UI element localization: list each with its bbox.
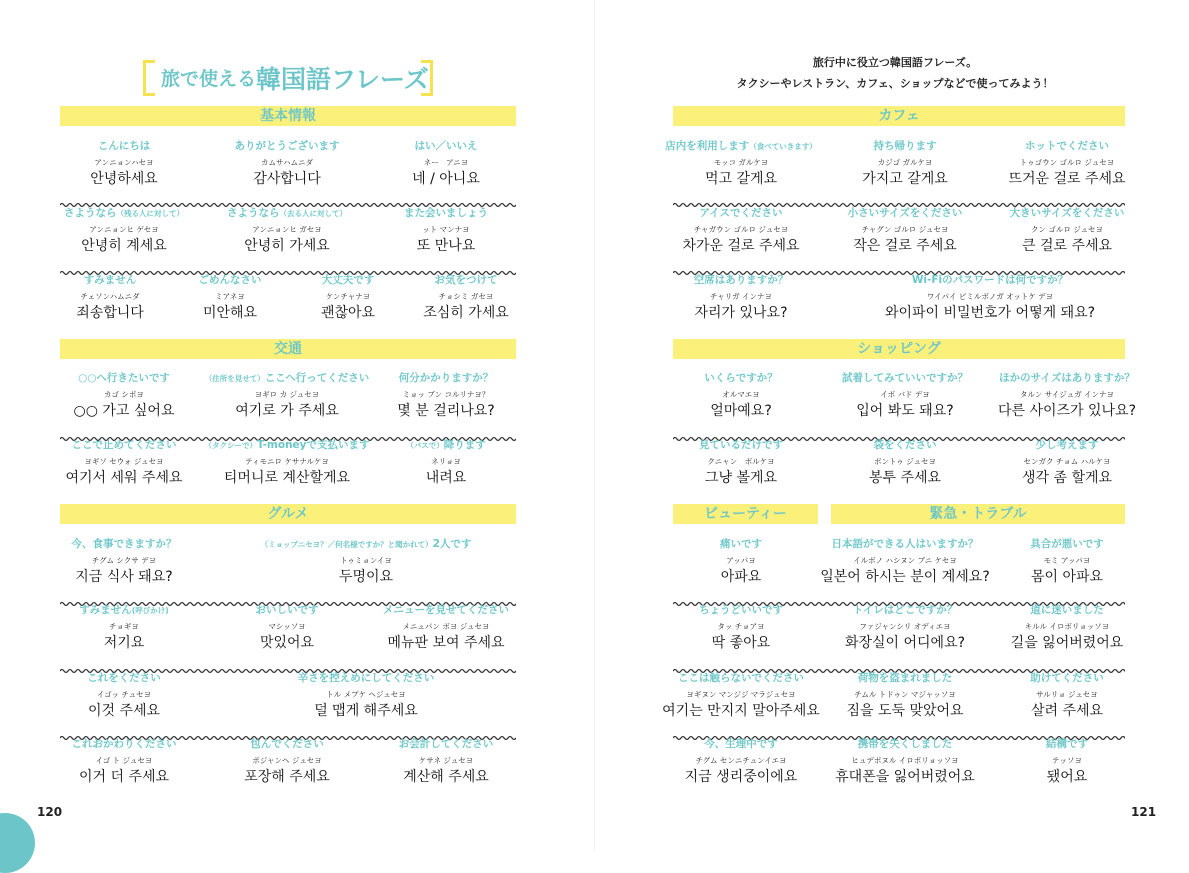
phrase-korean: 됐어요 <box>1046 769 1088 785</box>
phrase-kana: ケンチャナヨ <box>325 292 371 301</box>
phrase-japanese-text: トイレはどこですか？ <box>852 604 958 616</box>
phrase-note: （食べていきます） <box>749 142 817 151</box>
phrase-item <box>316 439 576 487</box>
phrase-japanese-text: 見ているだけです <box>699 439 783 451</box>
phrase-korean: 메뉴판 보여 주세요 <box>387 635 505 651</box>
left-page <box>0 0 594 850</box>
phrase-japanese-text: 痛いです <box>720 538 762 550</box>
phrase-japanese <box>937 672 1189 685</box>
phrase-korean: 여기서 세워 주세요 <box>65 470 183 486</box>
phrase-kana: ヨギヌン マンジジ マラジュセヨ <box>686 690 796 699</box>
wavy-divider <box>673 427 1125 433</box>
phrase-korean: 미안해요 <box>202 305 258 321</box>
bracket-right <box>421 60 433 96</box>
phrase-korean: 지금 식사 돼요? <box>75 569 173 585</box>
phrase-japanese-text: 小さいサイズをください <box>847 207 963 219</box>
page-title <box>143 58 433 98</box>
phrase-note: （ミョップニセヨ？／何名様ですか？と聞かれて） <box>260 540 433 549</box>
phrase-kana: メニュパン ボヨ ジュセヨ <box>402 622 490 631</box>
corner-circle <box>0 813 35 873</box>
phrase-japanese-text: 助けてください <box>1030 672 1104 684</box>
phrase-japanese-text: 今、食事できますか？ <box>71 538 177 550</box>
phrase-japanese-text: Wi-Fiのパスワードは何ですか？ <box>911 274 1069 286</box>
phrase-kana: ティモニロ ケサナルケヨ <box>245 457 329 466</box>
phrase-kana: キルル イロボリョッソヨ <box>1024 622 1110 631</box>
phrase-japanese-text: 辛さを控えめにしてください <box>297 672 435 684</box>
section-header: 交通 <box>60 339 516 359</box>
phrase-kana: サルリョ ジュセヨ <box>1036 690 1098 699</box>
phrase-item <box>336 274 596 322</box>
phrase-item <box>937 538 1189 586</box>
phrase-item <box>316 207 576 255</box>
phrase-korean: 또 만나요 <box>416 238 476 254</box>
phrase-japanese-text: ○○へ行きたいです <box>78 372 170 384</box>
phrase-item <box>937 738 1189 786</box>
phrase-japanese <box>316 604 576 617</box>
section-header: 基本情報 <box>60 106 516 126</box>
title-part2: 韓国語フレーズ <box>256 65 429 94</box>
phrase-korean: 티머니로 계산할게요 <box>223 470 351 486</box>
phrase-japanese <box>316 372 576 385</box>
phrase-item <box>236 538 496 586</box>
phrase-kana: ポジャンヘ ジュセヨ <box>252 756 322 765</box>
phrase-korean: 감사합니다 <box>253 171 321 187</box>
section-header: ショッピング <box>673 339 1125 359</box>
phrase-japanese-text: 携帯を失くしました <box>857 738 953 750</box>
phrase-note: （残る人に対して） <box>116 209 184 218</box>
phrase-item <box>937 372 1189 420</box>
right-page <box>595 0 1189 850</box>
phrase-kana: チャガウン ゴルロ ジュセヨ <box>693 225 789 234</box>
phrase-japanese <box>937 538 1189 551</box>
phrase-korean: 그냥 볼게요 <box>704 470 778 486</box>
phrase-korean: 안녕하세요 <box>90 171 158 187</box>
phrase-japanese-text: T-moneyで支払います <box>256 439 370 451</box>
wavy-divider <box>60 659 516 665</box>
phrase-japanese-text: 大きいサイズをください <box>1009 207 1125 219</box>
phrase-item <box>0 538 254 586</box>
intro-line1: 旅行中に役立つ韓国語フレーズ。 <box>812 56 978 69</box>
phrase-japanese-text: ここへ行ってください <box>264 372 370 384</box>
phrase-japanese-text: お気をつけて <box>434 274 498 286</box>
phrase-korean: 안녕히 가세요 <box>244 238 330 254</box>
phrase-item <box>316 140 576 188</box>
phrase-korean: 두명이요 <box>338 569 394 585</box>
phrase-kana: モミ アッパヨ <box>1043 556 1091 565</box>
phrase-japanese-text: 試着してみていいですか？ <box>842 372 968 384</box>
phrase-japanese <box>937 140 1189 153</box>
wavy-divider <box>673 659 1125 665</box>
phrase-japanese-text: おいしいです <box>255 604 319 616</box>
phrase-japanese <box>937 738 1189 751</box>
phrase-kana: イゴッ チュセヨ <box>96 690 152 699</box>
phrase-kana: センガク チョム ハルケヨ <box>1023 457 1111 466</box>
phrase-japanese-text: 2人です <box>432 538 472 550</box>
wavy-divider <box>673 726 1125 732</box>
wavy-divider <box>60 592 516 598</box>
phrase-japanese-text: アイスでください <box>699 207 783 219</box>
phrase-kana: アッパヨ <box>726 556 756 565</box>
phrase-item <box>0 672 254 720</box>
phrase-kana: ット マンナヨ <box>422 225 470 234</box>
phrase-kana: ヨギソ セウォ ジュセヨ <box>84 457 164 466</box>
phrase-japanese <box>937 372 1189 385</box>
phrase-japanese-text: これおかわりください <box>71 738 177 750</box>
phrase-note: (呼びかけ) <box>131 606 169 615</box>
phrase-kana: チョシミ ガセヨ <box>438 292 494 301</box>
phrase-korean: 딱 좋아요 <box>711 635 771 651</box>
phrase-item <box>937 140 1189 188</box>
phrase-kana: ヒュデポヌル イロボリョッソヨ <box>851 756 959 765</box>
phrase-kana: チョギヨ <box>109 622 139 631</box>
phrase-kana: イゴ ト ジュセヨ <box>95 756 153 765</box>
phrase-japanese <box>316 439 576 452</box>
phrase-japanese <box>236 672 496 685</box>
phrase-japanese <box>316 140 576 153</box>
phrase-japanese-text: 持ち帰ります <box>873 140 937 152</box>
section-header: ビューティー <box>673 504 818 524</box>
wavy-divider <box>60 261 516 267</box>
phrase-korean: 짐을 도둑 맞았어요 <box>846 703 964 719</box>
phrase-kana: ファジャンシリ オディエヨ <box>859 622 951 631</box>
phrase-japanese-text: ホットでください <box>1025 140 1109 152</box>
phrase-kana: タッ チョアヨ <box>717 622 765 631</box>
phrase-japanese-text: すみません <box>79 604 132 616</box>
phrase-kana: タルン サイジュガ インナヨ <box>1020 390 1114 399</box>
phrase-kana: トル メプケ ヘジュセヨ <box>326 690 406 699</box>
phrase-kana: イボ バド デヨ <box>880 390 930 399</box>
phrase-japanese-text: いくらですか？ <box>704 372 778 384</box>
phrase-item <box>236 672 496 720</box>
phrase-korean: 길을 잃어버렸어요 <box>1010 635 1124 651</box>
phrase-korean: 화장실이 어디에요? <box>844 635 966 651</box>
phrase-kana: ヨギロ カ ジュセヨ <box>254 390 320 399</box>
phrase-japanese-text: 道に迷いました <box>1030 604 1104 616</box>
phrase-japanese <box>316 738 576 751</box>
wavy-divider <box>673 193 1125 199</box>
phrase-korean: 죄송합니다 <box>76 305 144 321</box>
phrase-korean: 계산해 주세요 <box>403 769 489 785</box>
page-number-left: 120 <box>37 805 63 819</box>
phrase-japanese-text: こんにちは <box>97 140 151 152</box>
phrase-korean: 가지고 갈게요 <box>862 171 948 187</box>
page-number-right: 121 <box>1131 805 1157 819</box>
phrase-korean: 덜 맵게 해주세요 <box>314 703 418 719</box>
wavy-divider <box>673 592 1125 598</box>
phrase-korean: 작은 걸로 주세요 <box>853 238 957 254</box>
phrase-kana: テッソヨ <box>1052 756 1082 765</box>
phrase-korean: 큰 걸로 주세요 <box>1021 238 1113 254</box>
phrase-kana: イルボノ ハシヌン ブニ ケセヨ <box>853 556 957 565</box>
phrase-item <box>937 672 1189 720</box>
phrase-japanese <box>611 274 871 287</box>
phrase-kana: カゴ シポヨ <box>104 390 144 399</box>
phrase-item <box>316 372 576 420</box>
section-header: 緊急・トラブル <box>831 504 1125 524</box>
phrase-item <box>937 207 1189 255</box>
phrase-japanese <box>860 274 1120 287</box>
phrase-japanese-text: ありがとうございます <box>234 140 340 152</box>
phrase-korean: 몇 분 걸리나요? <box>397 403 495 419</box>
phrase-japanese-text: 具合が悪いです <box>1030 538 1104 550</box>
phrase-korean: 다른 사이즈가 있나요? <box>997 403 1137 419</box>
phrase-korean: 입어 봐도 돼요? <box>856 403 954 419</box>
phrase-japanese-text: 降ります <box>443 439 486 451</box>
phrase-kana: チェソンハムニダ <box>80 292 140 301</box>
phrase-japanese-text: 日本語ができる人はいますか？ <box>831 538 979 550</box>
phrase-korean: 차가운 걸로 주세요 <box>682 238 800 254</box>
section-header: カフェ <box>673 106 1125 126</box>
phrase-korean: 저기요 <box>103 635 145 651</box>
phrase-japanese <box>336 274 596 287</box>
phrase-item <box>316 604 576 652</box>
phrase-japanese-text: はい／いいえ <box>414 140 478 152</box>
phrase-kana: アンニョンヒ ゲセヨ <box>89 225 159 234</box>
phrase-korean: 몸이 아파요 <box>1030 569 1104 585</box>
phrase-korean: ○○ 가고 싶어요 <box>73 403 175 419</box>
wavy-divider <box>60 427 516 433</box>
phrase-korean: 휴대폰을 잃어버렸어요 <box>835 769 975 785</box>
phrase-korean: 조심히 가세요 <box>423 305 509 321</box>
phrase-korean: 안녕히 계세요 <box>81 238 167 254</box>
phrase-korean: 생각 좀 할게요 <box>1021 470 1113 486</box>
phrase-korean: 먹고 갈게요 <box>704 171 778 187</box>
phrase-korean: 포장해 주세요 <box>244 769 330 785</box>
phrase-korean: 괜찮아요 <box>320 305 376 321</box>
wavy-divider <box>60 726 516 732</box>
phrase-japanese <box>0 672 254 685</box>
phrase-japanese <box>316 207 576 220</box>
phrase-japanese <box>937 439 1189 452</box>
phrase-korean: 자리가 있나요? <box>694 305 788 321</box>
phrase-japanese-text: さようなら <box>227 207 280 219</box>
phrase-item <box>937 604 1189 652</box>
phrase-kana: オルマエヨ <box>722 390 760 399</box>
phrase-japanese-text: メニューを見せてください <box>383 604 509 616</box>
phrase-kana: モッコ ガルケヨ <box>713 158 769 167</box>
phrase-korean: 이것 주세요 <box>87 703 161 719</box>
phrase-japanese <box>937 207 1189 220</box>
phrase-japanese-text: 結構です <box>1046 738 1088 750</box>
phrase-japanese <box>0 538 254 551</box>
phrase-korean: 맛있어요 <box>259 635 315 651</box>
phrase-japanese-text: 少し考えます <box>1035 439 1099 451</box>
phrase-japanese-text: 空席はありますか？ <box>693 274 789 286</box>
phrase-japanese-text: 今、生理中です <box>704 738 778 750</box>
phrase-kana: トゥゴウン ゴルロ ジュセヨ <box>1019 158 1115 167</box>
phrase-kana: ミョッ ブン コルリナヨ？ <box>402 390 490 399</box>
phrase-japanese-text: ごめんなさい <box>198 274 262 286</box>
bracket-left <box>143 60 155 96</box>
phrase-japanese-text: ここは触らないでください <box>678 672 804 684</box>
phrase-kana: チグム センニチュンイエヨ <box>695 756 787 765</box>
phrase-japanese <box>236 538 496 551</box>
phrase-korean: 뜨거운 걸로 주세요 <box>1008 171 1126 187</box>
phrase-kana: チグム シクサ デヨ <box>91 556 157 565</box>
title-part1: 旅で使える <box>161 68 257 90</box>
wavy-divider <box>673 261 1125 267</box>
phrase-japanese-text: すみません <box>83 274 137 286</box>
phrase-japanese-text: 袋をください <box>873 439 937 451</box>
phrase-item <box>860 274 1120 322</box>
intro-line2: タクシーやレストラン、カフェ、ショップなどで使ってみよう！ <box>736 77 1054 90</box>
phrase-item <box>611 274 871 322</box>
phrase-kana: カジゴ ガルケヨ <box>877 158 933 167</box>
phrase-japanese-text: これをください <box>87 672 161 684</box>
phrase-kana: ミアネヨ <box>215 292 245 301</box>
phrase-item <box>937 439 1189 487</box>
phrase-korean: 이거 더 주세요 <box>78 769 170 785</box>
phrase-korean: 일본어 하시는 분이 계세요? <box>820 569 990 585</box>
phrase-kana: アンニョンヒ ガセヨ <box>252 225 322 234</box>
phrase-kana: ボントゥ ジュセヨ <box>873 457 937 466</box>
phrase-korean: 지금 생리중이에요 <box>684 769 798 785</box>
phrase-kana: アンニョンハセヨ <box>94 158 154 167</box>
phrase-kana: カムサハムニダ <box>261 158 313 167</box>
phrase-item <box>316 738 576 786</box>
phrase-japanese-text: また会いましょう <box>404 207 488 219</box>
phrase-kana: ネリョヨ <box>431 457 461 466</box>
phrase-kana: ワイパイ ビミルボノガ オットケ デヨ <box>926 292 1054 301</box>
phrase-kana: チャグン ゴルロ ジュセヨ <box>861 225 949 234</box>
phrase-korean: 살려 주세요 <box>1030 703 1104 719</box>
phrase-kana: ケサネ ジュセヨ <box>418 756 474 765</box>
phrase-korean: 얼마예요? <box>710 403 772 419</box>
phrase-japanese-text: 店内を利用します <box>665 140 750 152</box>
phrase-kana: チムル トドゥン マジャッソヨ <box>854 690 956 699</box>
phrase-japanese-text: ここで止めてください <box>71 439 177 451</box>
phrase-japanese-text: 包んでください <box>250 738 324 750</box>
phrase-korean: 네 / 아니요 <box>412 171 480 187</box>
phrase-japanese-text: 荷物を盗まれました <box>857 672 953 684</box>
phrase-note: （タクシーで） <box>204 441 257 450</box>
phrase-korean: 여기는 만지지 말아주세요 <box>662 703 820 719</box>
phrase-kana: マシッソヨ <box>268 622 306 631</box>
phrase-kana: トゥミョンイヨ <box>340 556 392 565</box>
phrase-japanese <box>937 604 1189 617</box>
phrase-japanese-text: ちょうどいいです <box>699 604 783 616</box>
phrase-japanese-text: さようなら <box>64 207 117 219</box>
phrase-korean: 여기로 가 주세요 <box>235 403 339 419</box>
phrase-kana: クニャン ボルケヨ <box>707 457 775 466</box>
phrase-note: （去る人に対して） <box>279 209 347 218</box>
phrase-japanese-text: ほかのサイズはありますか？ <box>999 372 1135 384</box>
section-header: グルメ <box>60 504 516 524</box>
phrase-korean: 와이파이 비밀번호가 어떻게 돼요? <box>884 305 1096 321</box>
phrase-kana: ネー アニヨ <box>423 158 469 167</box>
phrase-note: （バスで） <box>406 441 444 450</box>
phrase-kana: クン ゴルロ ジュセヨ <box>1030 225 1104 234</box>
phrase-korean: 봉투 주세요 <box>868 470 942 486</box>
phrase-korean: 아파요 <box>720 569 762 585</box>
phrase-note: （住所を見せて） <box>204 374 265 383</box>
wavy-divider <box>60 193 516 199</box>
phrase-korean: 내려요 <box>425 470 467 486</box>
phrase-japanese-text: 何分かかりますか？ <box>398 372 494 384</box>
phrase-kana: チャリガ インナヨ <box>709 292 773 301</box>
phrase-japanese-text: お会計してください <box>398 738 494 750</box>
phrase-japanese-text: 大丈夫です <box>321 274 375 286</box>
